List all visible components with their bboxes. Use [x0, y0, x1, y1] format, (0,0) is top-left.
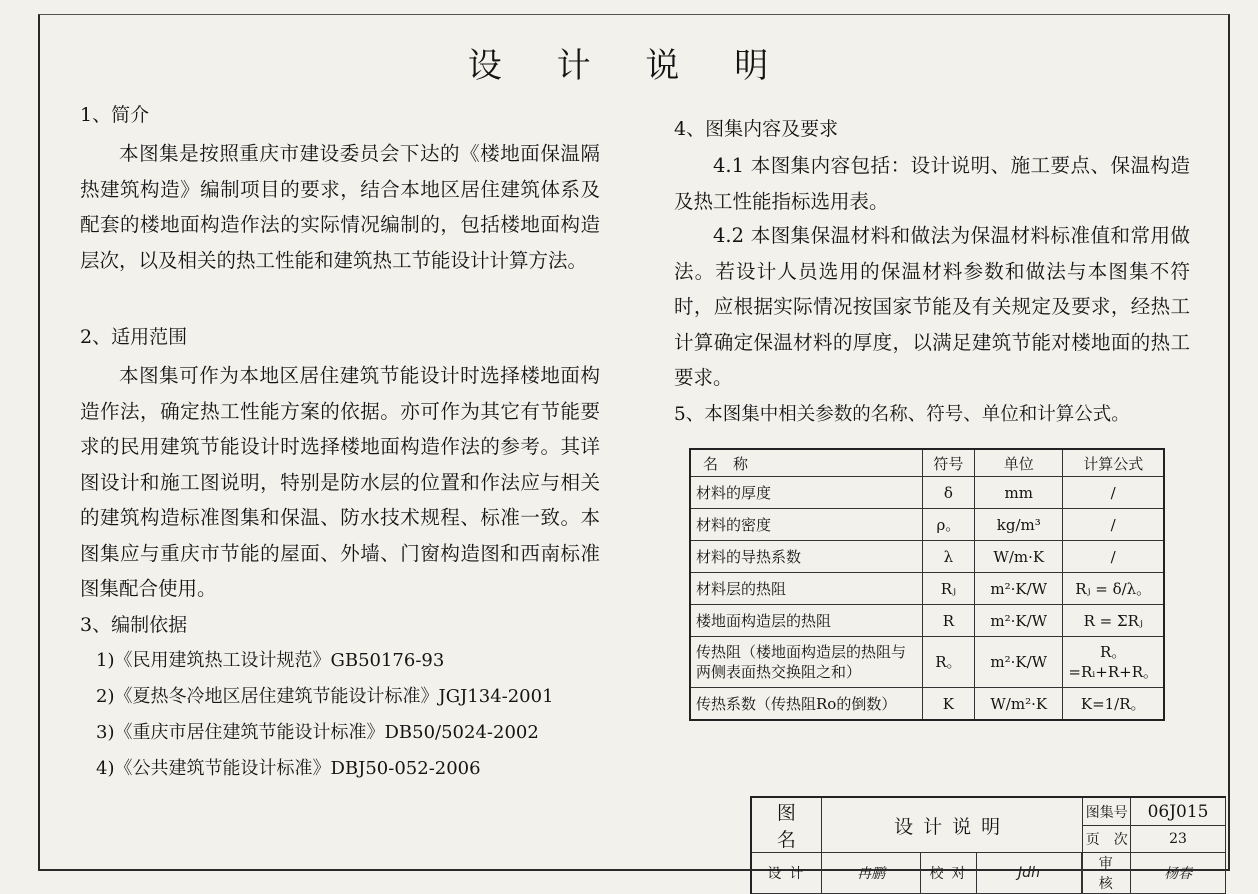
table-row — [690, 637, 1164, 688]
param-formula: K=1/R。 — [1063, 688, 1164, 721]
param-symbol: R — [922, 605, 974, 637]
table-row — [690, 541, 1164, 573]
parameter-table — [689, 448, 1165, 721]
param-name: 材料的导热系数 — [690, 541, 922, 573]
param-formula: Rⱼ = δ/λ。 — [1063, 573, 1164, 605]
param-symbol: δ — [922, 477, 974, 509]
param-unit: mm — [975, 477, 1063, 509]
param-symbol: λ — [922, 541, 974, 573]
section2-heading: 2、适用范围 — [80, 326, 188, 348]
section2-text: 本图集可作为本地区居住建筑节能设计时选择楼地面构造作法，确定热工性能方案的依据。亦可作为其它有节能要求的民用建筑节能设计时选择楼地面构造作法的参考。其详图设计和施工图说明，特别是防水层的位置和作法应与相关的建筑构造标准图集和保温、防水技术规程、标准一致。本图集应与重庆市节能的屋面、外墙、门窗构造图和西南标准图集配合使用。 — [80, 364, 600, 600]
title-block — [750, 796, 1226, 894]
param-symbol: Rⱼ — [922, 573, 974, 605]
param-name: 材料的密度 — [690, 509, 922, 541]
label-check: 校对 — [921, 853, 976, 894]
param-name: 材料的厚度 — [690, 477, 922, 509]
section1-text: 本图集是按照重庆市建设委员会下达的《楼地面保温隔热建筑构造》编制项目的要求，结合本地区居住建筑体系及配套的楼地面构造作法的实际情况编制的，包括楼地面构造层次，以及相关的热工性能和建筑热工节能设计计算方法。 — [80, 142, 600, 272]
param-name: 楼地面构造层的热阻 — [690, 605, 922, 637]
param-name: 传热系数（传热阻Ro的倒数） — [690, 688, 922, 721]
label-review: 审核 — [1083, 853, 1131, 894]
param-symbol: ρ。 — [922, 509, 974, 541]
label-page: 页 次 — [1083, 826, 1131, 853]
label-design: 设计 — [751, 853, 821, 894]
param-name: 传热阻（楼地面构造层的热阻与两侧表面热交换阻之和） — [690, 637, 922, 688]
drawing-title: 设计说明 — [821, 797, 1082, 853]
param-formula: R。=Rᵢ+R+R。 — [1063, 637, 1164, 688]
param-formula: / — [1063, 477, 1164, 509]
page-number: 23 — [1131, 826, 1226, 853]
atlas-number: 06J015 — [1131, 797, 1226, 826]
table-header-row — [690, 449, 1164, 477]
param-symbol: R。 — [922, 637, 974, 688]
param-name: 材料层的热阻 — [690, 573, 922, 605]
table-row — [690, 688, 1164, 721]
param-unit: kg/m³ — [975, 509, 1063, 541]
section4-p2: 4.2 本图集保温材料和做法为保温材料标准值和常用做法。若设计人员选用的保温材料参数和做法与本图集不符时，应根据实际情况按国家节能及有关规定及要求，经热工计算确定保温材料的厚度，以满足建筑节能对楼地面的热工要求。 — [674, 224, 1190, 389]
param-unit: W/m·K — [975, 541, 1063, 573]
reference-item: 4)《公共建筑节能设计标准》DBJ50-052-2006 — [96, 758, 481, 779]
header-unit: 单位 — [975, 449, 1063, 477]
page-title: 设 计 说 明 — [467, 46, 791, 86]
param-unit: m²·K/W — [975, 605, 1063, 637]
section4-p1: 4.1 本图集内容包括：设计说明、施工要点、保温构造及热工性能指标选用表。 — [674, 154, 1190, 213]
table-row — [690, 477, 1164, 509]
section3-heading: 3、编制依据 — [80, 614, 188, 636]
param-unit: m²·K/W — [975, 637, 1063, 688]
param-unit: m²·K/W — [975, 573, 1063, 605]
param-unit: W/m²·K — [975, 688, 1063, 721]
header-symbol: 符号 — [922, 449, 974, 477]
review-signature: 杨春 — [1131, 853, 1226, 894]
reference-item: 2)《夏热冬冷地区居住建筑节能设计标准》JGJ134-2001 — [96, 686, 554, 707]
reference-item: 3)《重庆市居住建筑节能设计标准》DB50/5024-2002 — [96, 722, 539, 743]
table-row — [690, 573, 1164, 605]
param-symbol: K — [922, 688, 974, 721]
label-atlas-no: 图集号 — [1083, 797, 1131, 826]
reference-item: 1)《民用建筑热工设计规范》GB50176-93 — [96, 650, 445, 671]
header-formula: 计算公式 — [1063, 449, 1164, 477]
param-formula: / — [1063, 509, 1164, 541]
table-row — [690, 509, 1164, 541]
section4-heading: 4、图集内容及要求 — [674, 118, 839, 140]
section5-heading: 5、本图集中相关参数的名称、符号、单位和计算公式。 — [674, 404, 1130, 425]
table-row — [690, 605, 1164, 637]
section1-heading: 1、简介 — [80, 104, 150, 126]
header-name: 名 称 — [690, 449, 922, 477]
param-formula: R = ΣRⱼ — [1063, 605, 1164, 637]
design-signature: 冉鹏 — [821, 853, 921, 894]
label-drawing-name: 图名 — [751, 797, 821, 853]
check-signature: Jdh — [976, 853, 1082, 894]
param-formula: / — [1063, 541, 1164, 573]
